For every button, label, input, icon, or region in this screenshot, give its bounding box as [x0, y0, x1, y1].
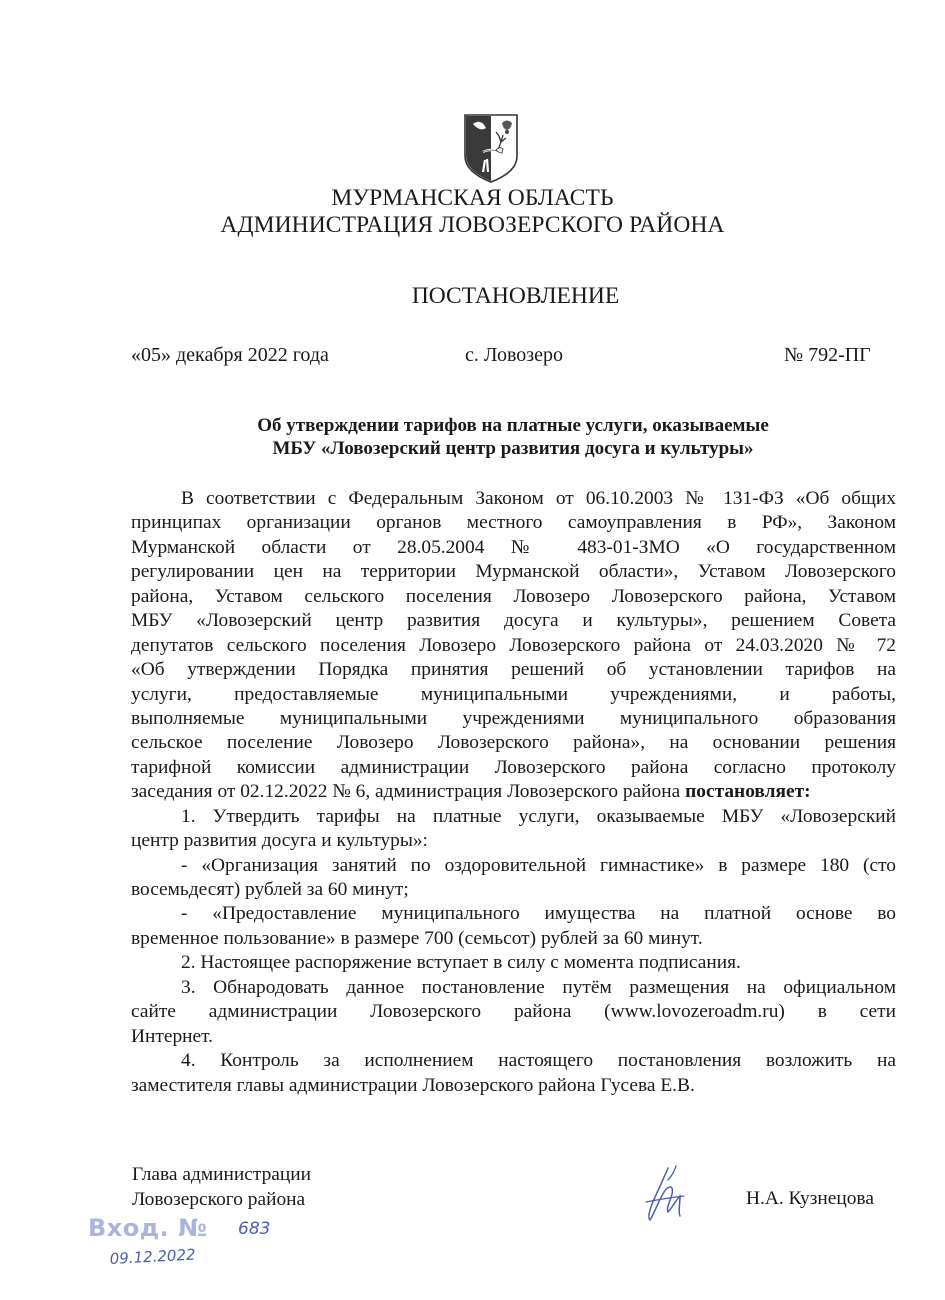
document-body	[131, 487, 896, 1098]
svg-text:Вход. №: Вход. №	[88, 1214, 208, 1242]
body-line: тарифной комиссии администрации Ловозерского района согласно протоколу	[131, 756, 896, 778]
body-line: услуги, предоставляемые муниципальными учреждениями, и работы,	[131, 683, 896, 705]
body-line: В соответствии с Федеральным Законом от 06.10.2003 № 131-ФЗ «Об общих	[181, 488, 896, 509]
tariff-item-2: - «Предоставление муниципального имущества на платной основе во	[181, 903, 896, 925]
body-line: выполняемые муниципальными учреждениями муниципального образования	[131, 707, 896, 729]
body-line: восемьдесят) рублей за 60 минут;	[131, 879, 409, 900]
signatory-name: Н.А. Кузнецова	[746, 1188, 874, 1209]
clause-2: 2. Настоящее распоряжение вступает в силу с момента подписания.	[181, 952, 741, 974]
body-line: района, Уставом сельского поселения Ловозеро Ловозерского района, Уставом	[131, 585, 896, 607]
body-line: Мурманской области от 28.05.2004 № 483-01-ЗМО «О государственном	[131, 536, 896, 558]
body-line: принципах организации органов местного самоуправления в РФ», Законом	[131, 512, 896, 534]
document-title-line: МБУ «Ловозерский центр развития досуга и культуры»	[272, 438, 754, 459]
body-line: заместителя главы администрации Ловозерского района Гусева Е.В.	[131, 1074, 695, 1096]
document-title-line: Об утверждении тарифов на платные услуги, оказываемые	[257, 415, 769, 436]
document-type-heading: ПОСТАНОВЛЕНИЕ	[411, 283, 620, 309]
coat-of-arms-deer-icon	[461, 112, 521, 184]
incoming-registration-stamp-icon	[86, 1212, 306, 1276]
signatory-position: Ловозерского района	[132, 1189, 306, 1210]
body-line: сельское поселение Ловозеро Ловозерского района», на основании решения	[131, 732, 896, 754]
clause-4: 4. Контроль за исполнением настоящего постановления возложить на	[181, 1050, 896, 1072]
handwritten-signature-icon	[628, 1162, 706, 1226]
body-line: временное пользование» в размере 700 (семьсот) рублей за 60 минут.	[131, 927, 703, 949]
region-heading: МУРМАНСКАЯ ОБЛАСТЬ	[331, 185, 614, 211]
decree-word: постановляет:	[685, 781, 811, 803]
clause-3: 3. Обнародовать данное постановление путём размещения на официальном	[181, 976, 896, 998]
document-date: «05» декабря 2022 года	[131, 344, 329, 366]
body-line: «Об утверждении Порядка принятия решений об установлении тарифов на	[131, 659, 896, 681]
body-line-text: заседания от 02.12.2022 № 6, администрация Ловозерского района	[131, 781, 681, 803]
administration-heading: АДМИНИСТРАЦИЯ ЛОВОЗЕРСКОГО РАЙОНА	[220, 212, 725, 238]
document-number: № 792-ПГ	[784, 344, 871, 366]
signatory-position: Глава администрации	[132, 1164, 312, 1185]
svg-text:683: 683	[238, 1219, 271, 1239]
body-line: регулировании цен на территории Мурманской области», Уставом Ловозерского	[131, 561, 896, 583]
document-place: с. Ловозеро	[465, 344, 564, 366]
body-line: сайте администрации Ловозерского района (www.lovozeroadm.ru) в сети	[131, 1001, 896, 1023]
body-line: МБУ «Ловозерский центр развития досуга и культуры», решением Совета	[131, 610, 896, 632]
clause-1: 1. Утвердить тарифы на платные услуги, оказываемые МБУ «Ловозерский	[181, 805, 896, 827]
tariff-item-1: - «Организация занятий по оздоровительной гимнастике» в размере 180 (сто	[181, 854, 896, 876]
svg-text:09.12.2022: 09.12.2022	[109, 1245, 196, 1268]
body-line-decree	[131, 780, 896, 804]
body-line: Интернет.	[131, 1025, 214, 1047]
body-line: центр развития досуга и культуры»:	[131, 830, 428, 852]
body-line: депутатов сельского поселения Ловозеро Ловозерского района от 24.03.2020 № 72	[131, 634, 896, 656]
